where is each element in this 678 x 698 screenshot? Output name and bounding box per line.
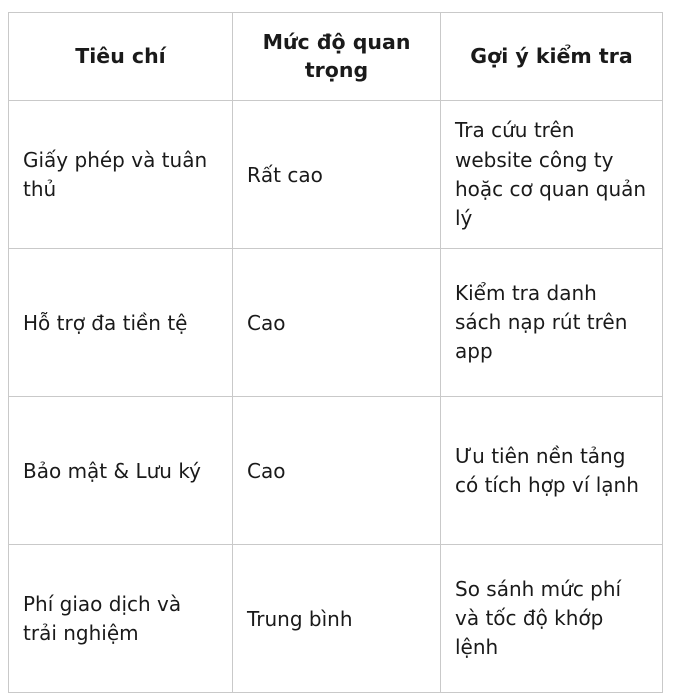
cell-hint: Kiểm tra danh sách nạp rút trên app — [441, 249, 663, 397]
cell-hint: Ưu tiên nền tảng có tích hợp ví lạnh — [441, 397, 663, 545]
cell-hint: So sánh mức phí và tốc độ khớp lệnh — [441, 545, 663, 693]
cell-criteria: Phí giao dịch và trải nghiệm — [9, 545, 233, 693]
table-row — [9, 545, 663, 693]
cell-importance: Trung bình — [233, 545, 441, 693]
cell-criteria: Hỗ trợ đa tiền tệ — [9, 249, 233, 397]
header-cell-criteria: Tiêu chí — [9, 13, 233, 101]
cell-hint: Tra cứu trên website công ty hoặc cơ quan quản lý — [441, 101, 663, 249]
header-cell-importance: Mức độ quan trọng — [233, 13, 441, 101]
cell-importance: Rất cao — [233, 101, 441, 249]
table-row — [9, 101, 663, 249]
table-row — [9, 397, 663, 545]
table-body — [9, 101, 663, 693]
cell-criteria: Bảo mật & Lưu ký — [9, 397, 233, 545]
criteria-table — [8, 12, 663, 693]
cell-importance: Cao — [233, 249, 441, 397]
cell-criteria: Giấy phép và tuân thủ — [9, 101, 233, 249]
cell-importance: Cao — [233, 397, 441, 545]
table-header — [9, 13, 663, 101]
table-header-row — [9, 13, 663, 101]
table-row — [9, 249, 663, 397]
header-cell-hint: Gợi ý kiểm tra — [441, 13, 663, 101]
